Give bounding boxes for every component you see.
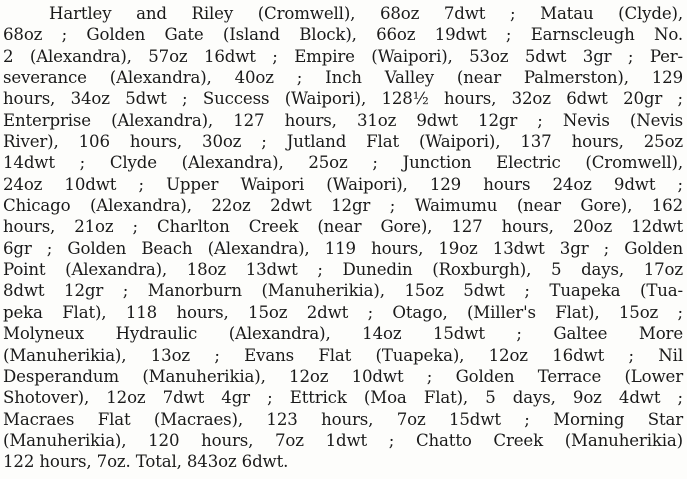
- text-line: 24oz 10dwt ; Upper Waipori (Waipori), 129 hours 24oz 9dwt ;: [3, 174, 683, 194]
- text-line: Chicago (Alexandra), 22oz 2dwt 12gr ; Waimumu (near Gore), 162: [3, 196, 683, 216]
- text-line: hours, 21oz ; Charlton Creek (near Gore), 127 hours, 20oz 12dwt: [3, 217, 683, 237]
- text-line: Macraes Flat (Macraes), 123 hours, 7oz 15dwt ; Morning Star: [3, 409, 683, 429]
- text-line: River), 106 hours, 30oz ; Jutland Flat (Waipori), 137 hours, 25oz: [3, 132, 683, 152]
- text-line: Molyneux Hydraulic (Alexandra), 14oz 15dwt ; Galtee More: [3, 324, 683, 344]
- text-line: 68oz ; Golden Gate (Island Block), 66oz 19dwt ; Earnscleugh No.: [3, 25, 683, 45]
- text-line: hours, 34oz 5dwt ; Success (Waipori), 128½ hours, 32oz 6dwt 20gr ;: [3, 89, 683, 109]
- text-line: severance (Alexandra), 40oz ; Inch Valley (near Palmerston), 129: [3, 68, 683, 88]
- text-line: Shotover), 12oz 7dwt 4gr ; Ettrick (Moa Flat), 5 days, 9oz 4dwt ;: [3, 388, 683, 408]
- text-line: (Manuherikia), 120 hours, 7oz 1dwt ; Chatto Creek (Manuherikia): [3, 430, 683, 450]
- text-line: peka Flat), 118 hours, 15oz 2dwt ; Otago, (Miller's Flat), 15oz ;: [3, 302, 683, 322]
- text-line: Hartley and Riley (Cromwell), 68oz 7dwt ; Matau (Clyde),: [49, 4, 683, 23]
- text-line: Enterprise (Alexandra), 127 hours, 31oz 9dwt 12gr ; Nevis (Nevis: [3, 110, 683, 130]
- text-line: (Manuherikia), 13oz ; Evans Flat (Tuapeka), 12oz 16dwt ; Nil: [3, 345, 683, 365]
- text-line: 2 (Alexandra), 57oz 16dwt ; Empire (Waipori), 53oz 5dwt 3gr ; Per-: [3, 46, 683, 66]
- text-line: 6gr ; Golden Beach (Alexandra), 119 hours, 19oz 13dwt 3gr ; Golden: [3, 238, 683, 258]
- gold-returns-paragraph: [3, 3, 683, 473]
- text-line: 14dwt ; Clyde (Alexandra), 25oz ; Junction Electric (Cromwell),: [3, 153, 683, 173]
- text-line-last: 122 hours, 7oz. Total, 843oz 6dwt.: [3, 452, 289, 472]
- text-line: 8dwt 12gr ; Manorburn (Manuherikia), 15oz 5dwt ; Tuapeka (Tua-: [3, 281, 683, 301]
- text-line: Point (Alexandra), 18oz 13dwt ; Dunedin (Roxburgh), 5 days, 17oz: [3, 260, 683, 280]
- text-line: Desperandum (Manuherikia), 12oz 10dwt ; Golden Terrace (Lower: [3, 366, 683, 386]
